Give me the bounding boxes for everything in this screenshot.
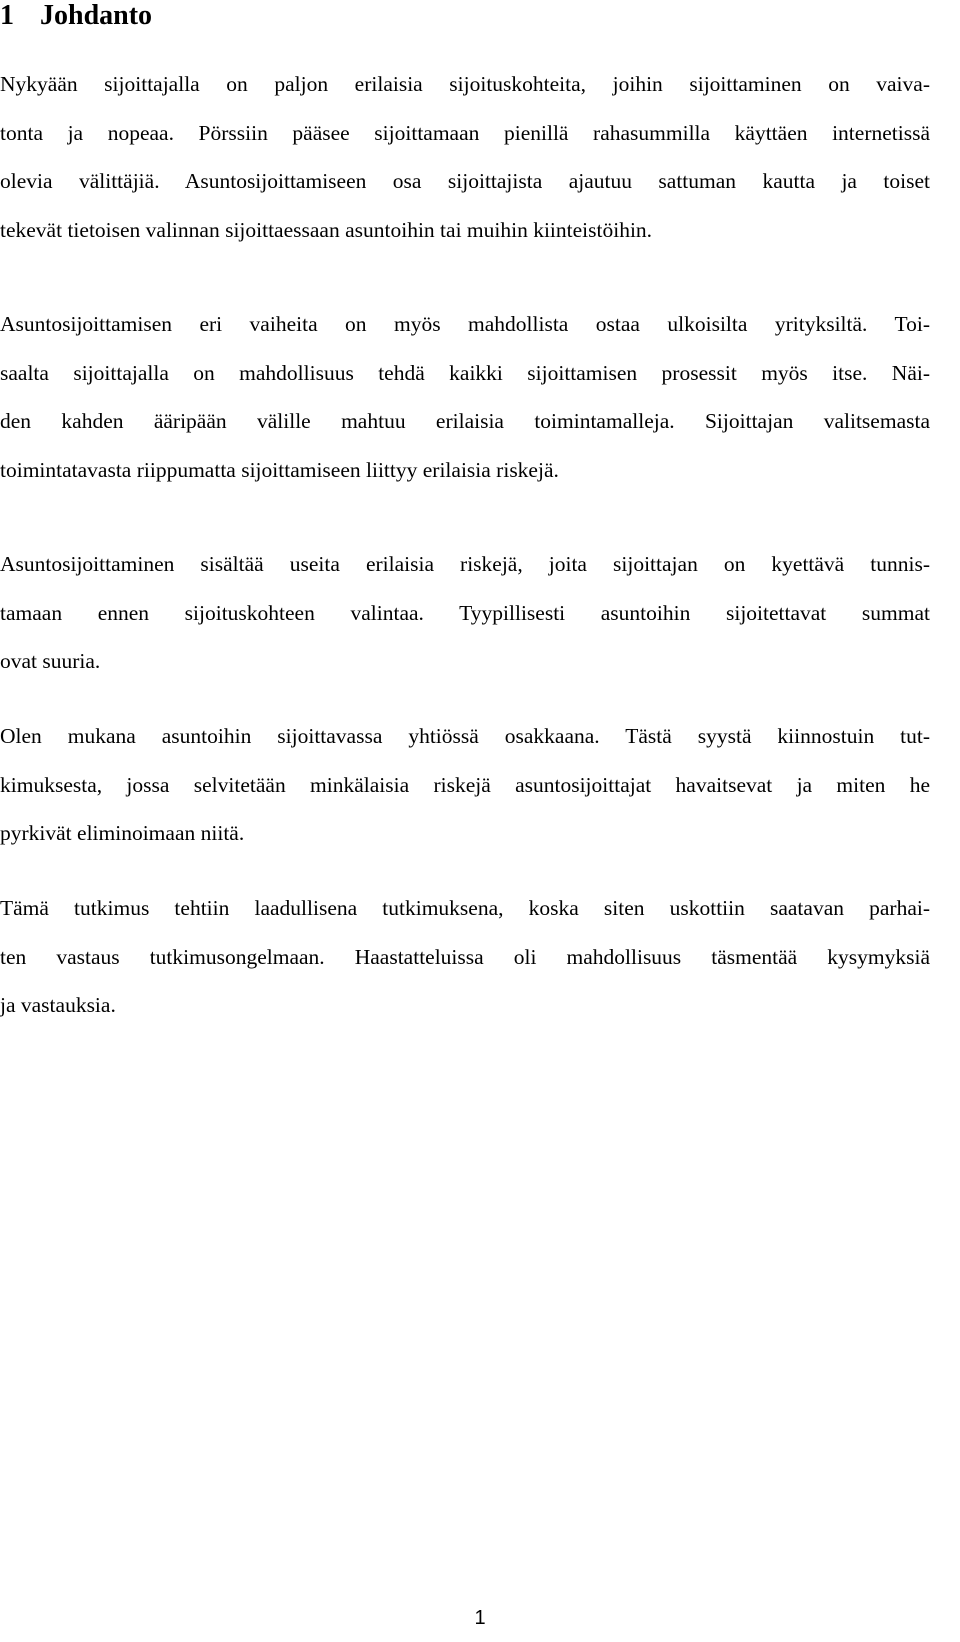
text-line: pyrkivät eliminoimaan niitä. bbox=[0, 821, 245, 845]
paragraph-1 bbox=[0, 60, 930, 254]
text-line: den kahden ääripään välille mahtuu erilaisia toimintamalleja. Sijoittajan valitsemasta bbox=[0, 409, 930, 433]
text-line: tamaan ennen sijoituskohteen valintaa. Tyypillisesti asuntoihin sijoitettavat summat bbox=[0, 600, 930, 625]
chapter-heading bbox=[0, 0, 152, 32]
text-line: tonta ja nopeaa. Pörssiin pääsee sijoittamaan pienillä rahasummilla käyttäen internetissä bbox=[0, 120, 930, 145]
text-line: kimuksesta, jossa selvitetään minkälaisia riskejä asuntosijoittajat havaitsevat ja miten he bbox=[0, 772, 930, 797]
text-line: ten vastaus tutkimusongelmaan. Haastatteluissa oli mahdollisuus täsmentää kysymyksiä bbox=[0, 944, 930, 969]
chapter-number: 1 bbox=[0, 0, 14, 31]
text-line: Tämä tutkimus tehtiin laadullisena tutkimuksena, koska siten uskottiin saatavan parhai- bbox=[0, 896, 930, 920]
text-line: Olen mukana asuntoihin sijoittavassa yhtiössä osakkaana. Tästä syystä kiinnostuin tut- bbox=[0, 724, 930, 748]
paragraph-3 bbox=[0, 540, 930, 686]
paragraph-5 bbox=[0, 884, 930, 1030]
text-line: olevia välittäjiä. Asuntosijoittamiseen osa sijoittajista ajautuu sattuman kautta ja toiset bbox=[0, 169, 930, 193]
text-line: Nykyään sijoittajalla on paljon erilaisia sijoituskohteita, joihin sijoittaminen on vaiva- bbox=[0, 72, 930, 96]
paragraph-4 bbox=[0, 712, 930, 858]
page-number: 1 bbox=[474, 1607, 486, 1629]
text-line: Asuntosijoittamisen eri vaiheita on myös mahdollista ostaa ulkoisilta yrityksiltä. Toi- bbox=[0, 312, 930, 336]
text-line: tekevät tietoisen valinnan sijoittaessaan asuntoihin tai muihin kiinteistöihin. bbox=[0, 217, 653, 242]
paragraph-2 bbox=[0, 300, 930, 494]
chapter-title: Johdanto bbox=[40, 0, 153, 31]
text-line: saalta sijoittajalla on mahdollisuus tehdä kaikki sijoittamisen prosessit myös itse. Näi- bbox=[0, 360, 930, 385]
text-line: Asuntosijoittaminen sisältää useita erilaisia riskejä, joita sijoittajan on kyettävä tunnis- bbox=[0, 552, 930, 576]
text-line: ovat suuria. bbox=[0, 649, 101, 673]
text-line: toimintatavasta riippumatta sijoittamiseen liittyy erilaisia riskejä. bbox=[0, 457, 559, 482]
text-line: ja vastauksia. bbox=[0, 993, 116, 1017]
